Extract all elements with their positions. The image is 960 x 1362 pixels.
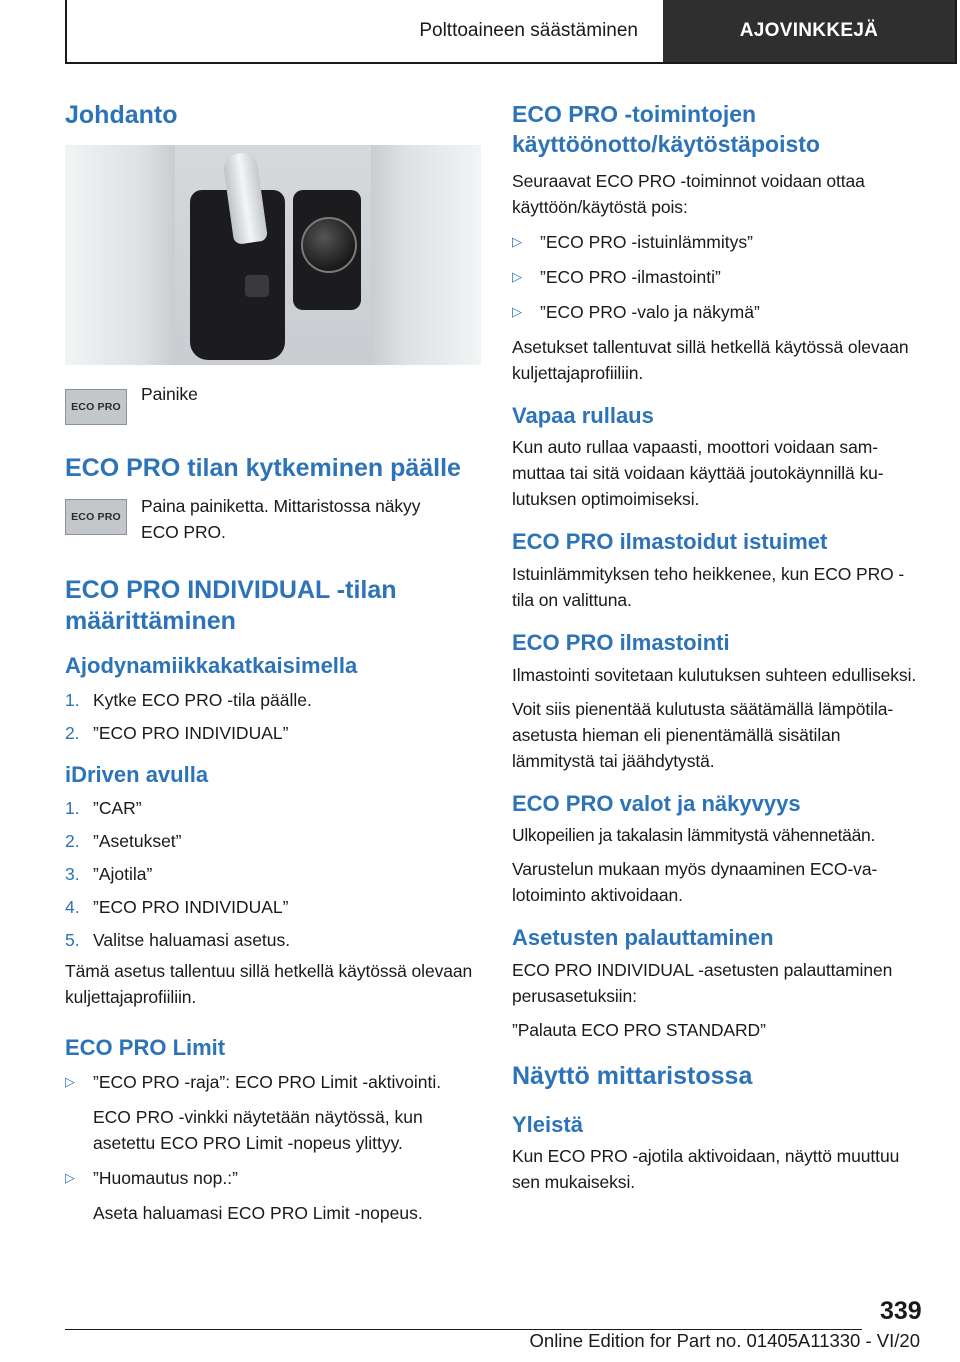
triangle-bullet-icon: ▷ — [65, 1073, 75, 1089]
eco-pro-on-instruction — [65, 493, 481, 545]
seat-left — [65, 145, 175, 365]
lights-text-2: Varustelun mukaan myös dynaaminen ECO-valotoiminto aktivoidaan. — [512, 859, 878, 906]
display-heading: Näyttö mittaristossa — [512, 1061, 753, 1090]
general-text: Kun ECO PRO -ajotila aktivoidaan, näyttö muuttuu sen mukaiseksi. — [512, 1146, 900, 1193]
list-item: ▷ ”ECO PRO -ilmastointi” — [512, 264, 922, 290]
seats-text: Istuinlämmityksen teho heikkenee, kun ECO PRO -tila on valittuna. — [512, 563, 905, 610]
right-column — [512, 100, 922, 1195]
header-chapter-tab: AJOVINKKEJÄ — [663, 0, 955, 62]
general-subheading: Yleistä — [512, 1111, 583, 1137]
list-item: 3. ”Ajotila” — [65, 864, 153, 885]
climate-heading: ECO PRO ilmastointi — [512, 629, 730, 655]
toggle-intro: Seuraavat ECO PRO -toiminnot voidaan ottaa käyttöön/käytöstä pois: — [512, 170, 865, 217]
switch-steps — [65, 687, 481, 746]
list-item: ▷ ”Huomautus nop.:” Aseta haluamasi ECO PRO Limit -nopeus. — [65, 1165, 481, 1226]
climate-text-1: Ilmastointi sovitetaan kulutuksen suhteen edulliseksi. — [512, 664, 917, 685]
header-section-title: Polttoaineen säästäminen — [419, 20, 638, 41]
intro-heading: Johdanto — [65, 101, 178, 129]
button-caption: Painike — [141, 383, 198, 404]
list-item: ▷ ”ECO PRO -istuinlämmitys” — [512, 229, 922, 255]
list-item: 1. Kytke ECO PRO -tila päälle. — [65, 689, 312, 710]
eco-pro-button-icon: ECO PRO — [65, 499, 127, 535]
triangle-bullet-icon: ▷ — [65, 1169, 75, 1185]
list-item: ▷ ”ECO PRO -valo ja näkymä” — [512, 299, 922, 325]
left-column — [65, 100, 481, 1235]
toggle-heading: ECO PRO -toimintojen käyttöönotto/käytöstäpoisto — [512, 101, 820, 157]
parking-brake-icon — [245, 275, 269, 297]
climate-text-2: Voit siis pienentää kulutusta säätämällä lämpötila-asetusta hieman eli pienentämällä sisätilan lämmitystä tai jäähdytystä. — [512, 698, 894, 771]
seats-heading: ECO PRO ilmastoidut istuimet — [512, 529, 828, 555]
console-photo — [65, 145, 481, 365]
list-item: ▷ ”ECO PRO -raja”: ECO PRO Limit -aktivointi. ECO PRO -vinkki näytetään näytössä, kun asetettu ECO PRO Limit -nopeus ylittyy. — [65, 1069, 481, 1156]
list-item: 2. ”Asetukset” — [65, 831, 182, 852]
coast-text: Kun auto rullaa vapaasti, moottori voidaan sammuttaa tai sitä voidaan käyttää joutokäynnillä kulutuksen optimoimiseksi. — [512, 437, 884, 510]
lights-text-1: Ulkopeilien ja takalasin lämmitystä vähennetään. — [512, 825, 876, 846]
button-legend — [65, 383, 481, 425]
list-item: 4. ”ECO PRO INDIVIDUAL” — [65, 897, 289, 918]
list-item: 1. ”CAR” — [65, 798, 142, 819]
limit-subheading: ECO PRO Limit — [65, 1035, 226, 1061]
list-item: 5. Valitse haluamasi asetus. — [65, 930, 291, 951]
page-header — [65, 0, 957, 64]
footer-edition: Online Edition for Part no. 01405A11330 - VI/20 — [529, 1330, 920, 1351]
reset-heading: Asetusten palauttaminen — [512, 925, 774, 951]
eco-pro-button-icon: ECO PRO — [65, 389, 127, 425]
individual-heading: ECO PRO INDIVIDUAL -tilan määrittäminen — [65, 575, 397, 636]
page-number: 339 — [880, 1297, 922, 1325]
toggle-note: Asetukset tallentuvat sillä hetkellä käytössä olevaan kuljettajaprofiiliin. — [512, 336, 909, 383]
seat-right — [371, 145, 481, 365]
triangle-bullet-icon: ▷ — [512, 233, 522, 249]
eco-pro-on-text: Paina painiketta. Mittaristossa näkyy ECO PRO. — [141, 495, 421, 542]
reset-text-2: ”Palauta ECO PRO STANDARD” — [512, 1019, 766, 1040]
idrive-controller-knob — [301, 217, 357, 273]
idrive-note: Tämä asetus tallentuu sillä hetkellä käytössä olevaan kuljettajaprofiiliin. — [65, 961, 473, 1008]
idrive-steps — [65, 795, 481, 953]
triangle-bullet-icon: ▷ — [512, 303, 522, 319]
triangle-bullet-icon: ▷ — [512, 268, 522, 284]
lights-heading: ECO PRO valot ja näkyvyys — [512, 790, 801, 816]
eco-pro-on-heading: ECO PRO tilan kytkeminen päälle — [65, 453, 461, 482]
toggle-items — [512, 229, 922, 325]
reset-text-1: ECO PRO INDIVIDUAL -asetusten palauttaminen perusasetuksiin: — [512, 959, 893, 1006]
idrive-subheading: iDriven avulla — [65, 761, 209, 787]
switch-subheading: Ajodynamiikkakatkaisimella — [65, 653, 358, 678]
limit-items — [65, 1069, 481, 1226]
coast-heading: Vapaa rullaus — [512, 402, 654, 428]
list-item: 2. ”ECO PRO INDIVIDUAL” — [65, 722, 289, 743]
